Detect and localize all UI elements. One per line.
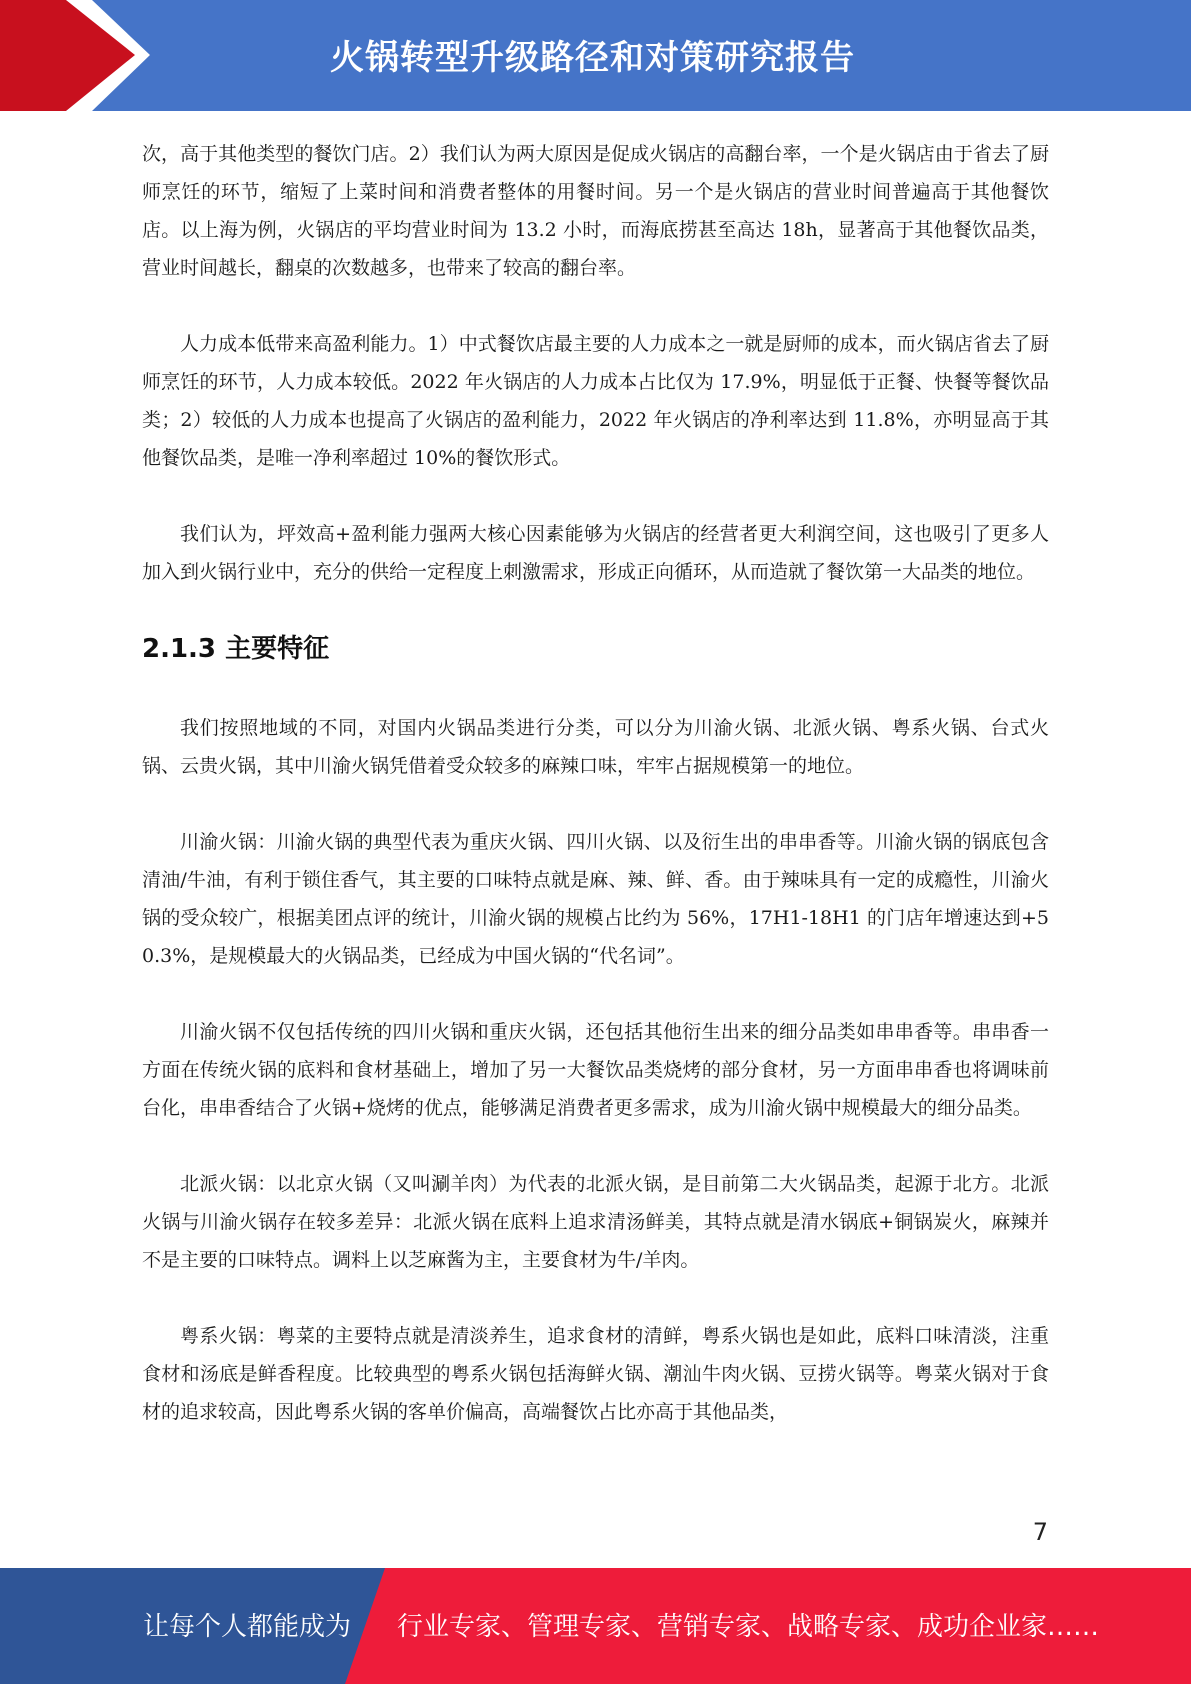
section-heading: 2.1.3 主要特征 [142, 634, 330, 664]
paragraph: 粤系火锅：粤菜的主要特点就是清淡养生，追求食材的清鲜，粤系火锅也是如此，底料口味清淡，注重食材和汤底是鲜香程度。比较典型的粤系火锅包括海鲜火锅、潮汕牛肉火锅、豆捞火锅等。粤菜火锅对于食材的追求较高，因此粤系火锅的客单价偏高，高端餐饮占比亦高于其他品类， [142, 1325, 1049, 1423]
paragraph: 北派火锅：以北京火锅（又叫涮羊肉）为代表的北派火锅，是目前第二大火锅品类，起源于北方。北派火锅与川渝火锅存在较多差异：北派火锅在底料上追求清汤鲜美，其特点就是清水锅底+铜锅炭火，麻辣并不是主要的口味特点。调料上以芝麻酱为主，主要食材为牛/羊肉。 [142, 1173, 1049, 1271]
paragraph: 川渝火锅不仅包括传统的四川火锅和重庆火锅，还包括其他衍生出来的细分品类如串串香等。串串香一方面在传统火锅的底料和食材基础上，增加了另一大餐饮品类烧烤的部分食材，另一方面串串香也将调味前台化，串串香结合了火锅+烧烤的优点，能够满足消费者更多需求，成为川渝火锅中规模最大的细分品类。 [142, 1021, 1049, 1119]
paragraph: 次，高于其他类型的餐饮门店。2）我们认为两大原因是促成火锅店的高翻台率，一个是火锅店由于省去了厨师烹饪的环节，缩短了上菜时间和消费者整体的用餐时间。另一个是火锅店的营业时间普遍高于其他餐饮店。以上海为例，火锅店的平均营业时间为 13.2 小时，而海底捞甚至高达 18h，显著高于其他餐饮品类，营业时间越长，翻桌的次数越多，也带来了较高的翻台率。 [142, 143, 1049, 279]
paragraph: 川渝火锅：川渝火锅的典型代表为重庆火锅、四川火锅、以及衍生出的串串香等。川渝火锅的锅底包含清油/牛油，有利于锁住香气，其主要的口味特点就是麻、辣、鲜、香。由于辣味具有一定的成瘾性，川渝火锅的受众较广，根据美团点评的统计，川渝火锅的规模占比约为 56%，17H1-18H1 的门店年增速达到+50.3%，是规模最大的火锅品类，已经成为中国火锅的“代名词”。 [142, 831, 1049, 967]
page-number: 7 [1032, 1518, 1048, 1546]
footer-slogan-right: 行业专家、管理专家、营销专家、战略专家、成功企业家…… [397, 1612, 1100, 1642]
footer-slogan-left: 让每个人都能成为 [143, 1612, 352, 1642]
paragraph: 我们认为，坪效高+盈利能力强两大核心因素能够为火锅店的经营者更大利润空间，这也吸引了更多人加入到火锅行业中，充分的供给一定程度上刺激需求，形成正向循环，从而造就了餐饮第一大品类的地位。 [142, 523, 1049, 583]
page-footer [0, 1568, 1191, 1684]
document-title: 火锅转型升级路径和对策研究报告 [330, 38, 855, 78]
paragraph: 我们按照地域的不同，对国内火锅品类进行分类，可以分为川渝火锅、北派火锅、粤系火锅、台式火锅、云贵火锅，其中川渝火锅凭借着受众较多的麻辣口味，牢牢占据规模第一的地位。 [142, 717, 1049, 777]
document-body [142, 135, 1049, 1469]
page-header [0, 0, 1191, 111]
paragraph: 人力成本低带来高盈利能力。1）中式餐饮店最主要的人力成本之一就是厨师的成本，而火锅店省去了厨师烹饪的环节，人力成本较低。2022 年火锅店的人力成本占比仅为 17.9%，明显低于正餐、快餐等餐饮品类；2）较低的人力成本也提高了火锅店的盈利能力，2022 年火锅店的净利率达到 11.8%，亦明显高于其他餐饮品类，是唯一净利率超过 10%的餐饮形式。 [142, 333, 1049, 469]
